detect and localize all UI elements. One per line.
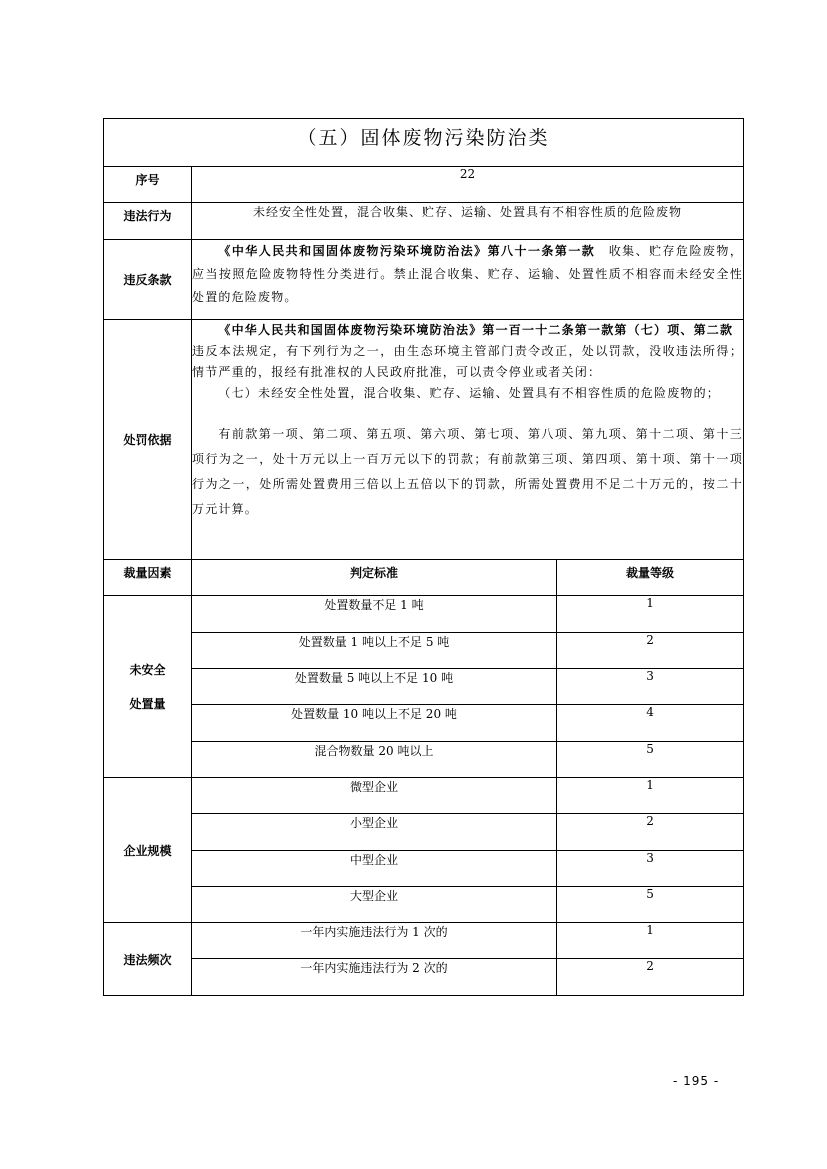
level-cell: 5 bbox=[557, 742, 744, 778]
level-cell: 1 bbox=[557, 778, 744, 814]
criterion-cell: 大型企业 bbox=[192, 887, 557, 923]
violation-value: 未经安全性处置，混合收集、贮存、运输、处置具有不相容性质的危险废物 bbox=[192, 203, 744, 240]
section-title: （五）固体废物污染防治类 bbox=[297, 127, 550, 149]
criterion-cell: 微型企业 bbox=[192, 778, 557, 814]
page-number: - 195 - bbox=[673, 1074, 720, 1088]
criterion-cell: 小型企业 bbox=[192, 814, 557, 851]
criterion-cell: 一年内实施违法行为 1 次的 bbox=[192, 923, 557, 959]
factor-unsafe-disposal-amount bbox=[104, 596, 192, 778]
level-cell: 1 bbox=[557, 596, 744, 633]
level-cell: 2 bbox=[557, 633, 744, 669]
criterion-cell: 处置数量 1 吨以上不足 5 吨 bbox=[192, 633, 557, 669]
criterion-cell: 处置数量 10 吨以上不足 20 吨 bbox=[192, 705, 557, 742]
factor-enterprise-scale: 企业规模 bbox=[104, 778, 192, 923]
clause-law-reference: 《中华人民共和国固体废物污染环境防治法》第八十一条第一款 bbox=[218, 244, 596, 258]
penalty-discretion-table bbox=[103, 118, 747, 996]
header-criterion: 判定标准 bbox=[192, 560, 557, 596]
factor-violation-frequency: 违法频次 bbox=[104, 923, 192, 996]
penalty-item-7: （七）未经安全性处置，混合收集、贮存、运输、处置具有不相容性质的危险废物的； bbox=[218, 386, 720, 400]
penalty-basis-label: 处罚依据 bbox=[104, 320, 192, 560]
clause-label: 违反条款 bbox=[104, 240, 192, 320]
clause-text: 收集、贮存危险废物，应当按照危险废物特性分类进行。禁止混合收集、贮存、运输、处置性质不相容而未经安全性处置的危险废物。 bbox=[192, 244, 744, 304]
penalty-text: 违反本法规定，有下列行为之一，由生态环境主管部门责令改正，处以罚款，没收违法所得；情节严重的，报经有批准权的人民政府批准，可以责令停业或者关闭： bbox=[192, 323, 747, 379]
level-cell: 5 bbox=[557, 887, 744, 923]
criterion-cell: 处置数量 5 吨以上不足 10 吨 bbox=[192, 669, 557, 705]
serial-label: 序号 bbox=[104, 167, 192, 203]
level-cell: 4 bbox=[557, 705, 744, 742]
criterion-cell: 一年内实施违法行为 2 次的 bbox=[192, 959, 557, 996]
factor-line-1: 未安全 bbox=[129, 662, 166, 677]
level-cell: 2 bbox=[557, 959, 744, 996]
level-cell: 3 bbox=[557, 851, 744, 887]
level-cell: 1 bbox=[557, 923, 744, 959]
level-cell: 2 bbox=[557, 814, 744, 851]
header-level: 裁量等级 bbox=[557, 560, 744, 596]
penalty-basis-content bbox=[192, 320, 747, 560]
penalty-paragraph-2: 有前款第一项、第二项、第五项、第六项、第七项、第八项、第九项、第十二项、第十三项行为之一，处十万元以上一百万元以下的罚款；有前款第三项、第四项、第十项、第十一项行为之一，处所需处置费用三倍以上五倍以下的罚款，所需处置费用不足二十万元的，按二十万元计算。 bbox=[192, 427, 744, 516]
violation-label: 违法行为 bbox=[104, 203, 192, 240]
criterion-cell: 处置数量不足 1 吨 bbox=[192, 596, 557, 633]
clause-content bbox=[192, 240, 744, 320]
serial-value: 22 bbox=[192, 167, 744, 203]
criterion-cell: 中型企业 bbox=[192, 851, 557, 887]
level-cell: 3 bbox=[557, 669, 744, 705]
factor-line-2: 处置量 bbox=[129, 696, 166, 711]
section-title-cell bbox=[104, 119, 744, 167]
header-factor: 裁量因素 bbox=[104, 560, 192, 596]
penalty-law-reference: 《中华人民共和国固体废物污染环境防治法》第一百一十二条第一款第（七）项、第二款 bbox=[218, 323, 734, 337]
criterion-cell: 混合物数量 20 吨以上 bbox=[192, 742, 557, 778]
